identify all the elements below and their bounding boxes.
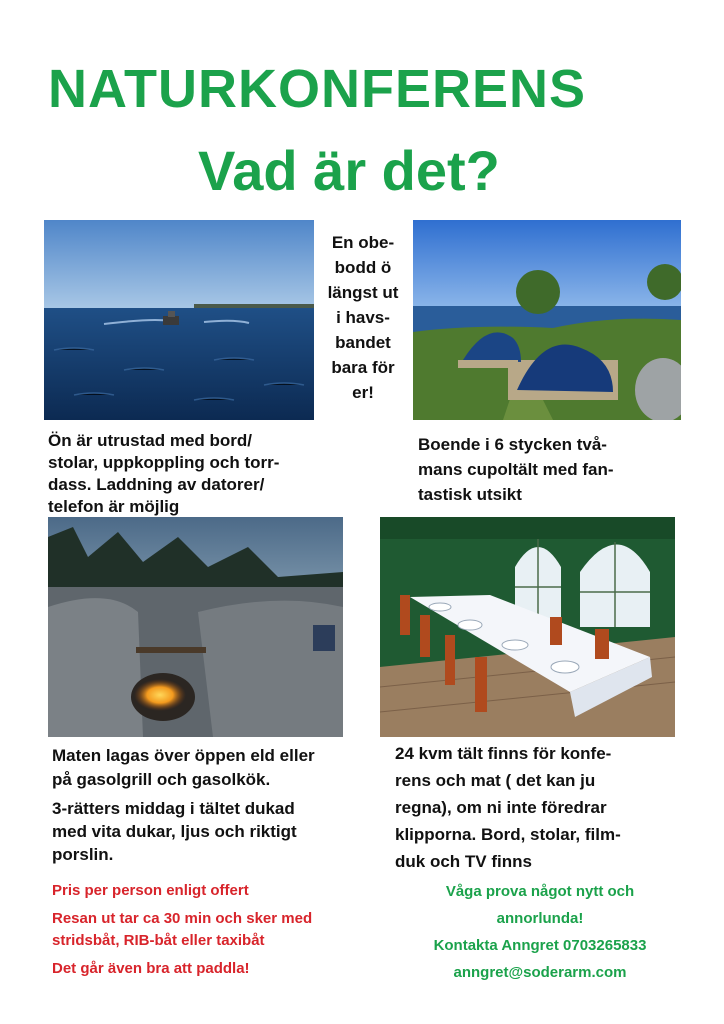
contact-info <box>400 878 680 986</box>
travel-text-2: stridsbåt, RIB-båt eller taxibåt <box>52 932 265 949</box>
intro-text: En obe- bodd ö längst ut i havs- bandet bara för er! <box>327 233 399 402</box>
tent-text: 24 kvm tält finns för konfe- rens och mat ( det kan ju regna), om ni inte föredrar klipporna. Bord, stolar, film- duk och TV finns <box>395 744 621 871</box>
page-subtitle: Vad är det? <box>198 139 500 202</box>
boat-sea-photo <box>44 220 314 420</box>
equipment-text: Ön är utrustad med bord/ stolar, uppkoppling och torr- dass. Laddning av datorer/ telefon är möjlig <box>48 431 280 516</box>
lodging-text: Boende i 6 stycken två- mans cupoltält med fan- tastisk utsikt <box>418 435 614 504</box>
price-text: Pris per person enligt offert <box>52 882 249 899</box>
contact-phone: Kontakta Anngret 0703265833 <box>433 937 647 954</box>
tents-photo <box>413 220 681 420</box>
contact-email[interactable]: anngret@soderarm.com <box>453 964 627 981</box>
travel-text: Resan ut tar ca 30 min och sker med <box>52 910 313 927</box>
dinner-text: 3-rätters middag i tältet dukad med vita dukar, ljus och riktigt porslin. <box>52 799 297 864</box>
tent-dining-photo <box>380 517 675 737</box>
try-new-text-2: annorlunda! <box>496 910 584 927</box>
page-title: NATURKONFERENS <box>48 59 586 119</box>
fire-pit-photo <box>48 517 343 737</box>
price-travel-info <box>52 880 382 980</box>
food-text: Maten lagas över öppen eld eller på gasolgrill och gasolkök. <box>52 746 315 789</box>
try-new-text: Våga prova något nytt och <box>445 883 635 900</box>
paddle-text: Det går även bra att paddla! <box>52 960 250 977</box>
